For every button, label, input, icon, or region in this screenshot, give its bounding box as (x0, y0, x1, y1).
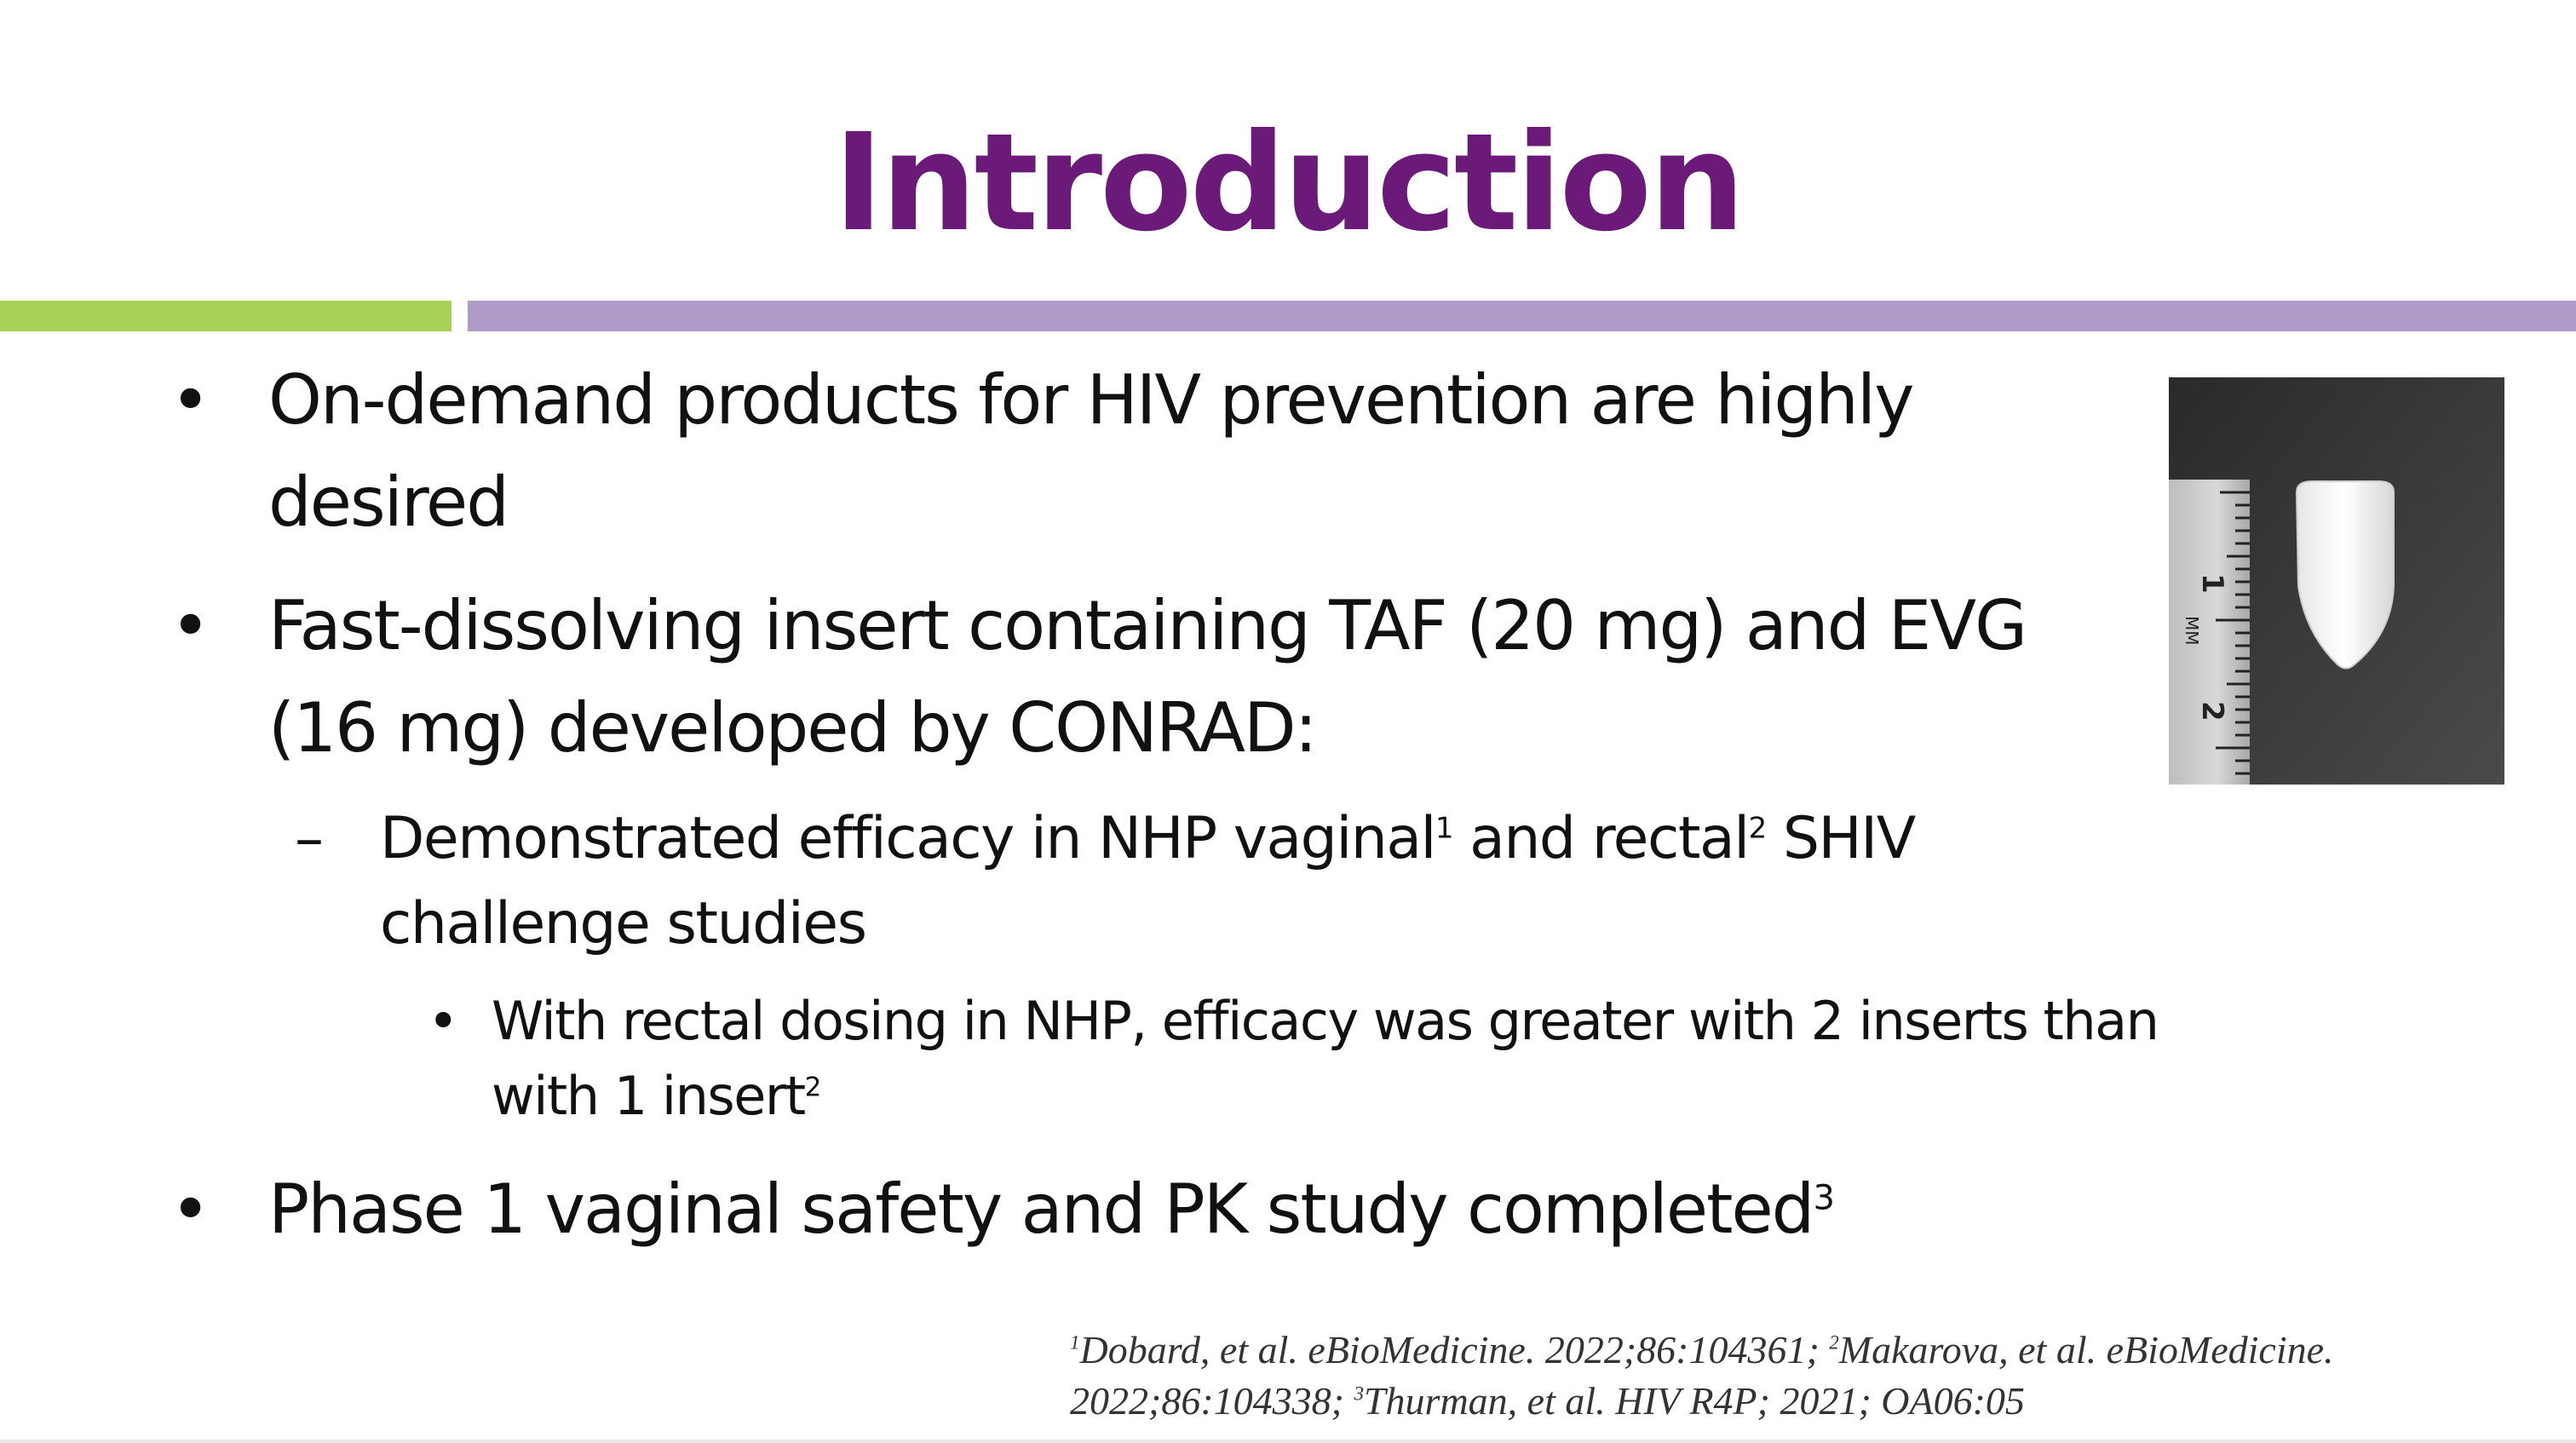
reference-2: Makarova, et al. eBioMedicine. 2022;86:104338; (1070, 1328, 2334, 1423)
dash-marker: – (295, 805, 323, 872)
sub-sub-bullet-item (428, 984, 2212, 1134)
bullet-item (170, 349, 2151, 554)
citation-superscript: 1 (1435, 811, 1453, 846)
bullet-marker: • (170, 360, 210, 440)
bullet-text: On-demand products for HIV prevention are highly desired (268, 360, 1913, 542)
accent-bar-green (0, 301, 451, 331)
ruler-unit: MM (2182, 616, 2202, 646)
references (1070, 1325, 2535, 1427)
insert-photo-graphic (2169, 377, 2504, 785)
citation-superscript: 2 (804, 1072, 820, 1103)
bullet-marker: • (170, 1170, 210, 1249)
reference-1: Dobard, et al. eBioMedicine. 2022;86:104361; (1079, 1328, 1830, 1371)
reference-3: Thurman, et al. HIV R4P; 2021; OA06:05 (1363, 1379, 2025, 1423)
bullet-marker: • (428, 990, 458, 1052)
sub-bullet-item (295, 796, 2143, 967)
citation-superscript: 3 (1813, 1178, 1833, 1218)
ruler-label-1: 1 (2195, 573, 2229, 594)
sub-bullet-text-a: Demonstrated efficacy in NHP vaginal (380, 805, 1435, 872)
insert-photo (2169, 377, 2504, 785)
bullet-text: Fast-dissolving insert containing TAF (20 mg) and EVG (16 mg) developed by CONRAD: (268, 586, 2027, 767)
bullet-item (170, 575, 2151, 779)
bullet-text: Phase 1 vaginal safety and PK study completed (268, 1170, 1814, 1249)
sub-bullet-text-c: SHIV challenge studies (380, 805, 1915, 957)
reference-superscript: 3 (1354, 1383, 1364, 1405)
citation-superscript: 2 (1748, 811, 1766, 846)
bullet-marker: • (170, 586, 210, 665)
sub-bullet-text-b: and rectal (1452, 805, 1749, 872)
accent-bar-purple (468, 301, 2576, 331)
bottom-rule (0, 1440, 2576, 1443)
sub-sub-bullet-text: With rectal dosing in NHP, efficacy was greater with 2 inserts than with 1 insert (492, 990, 2159, 1127)
ruler-label-2: 2 (2195, 701, 2229, 722)
reference-superscript: 1 (1070, 1331, 1080, 1354)
slide-title: Introduction (833, 105, 1743, 262)
reference-superscript: 2 (1829, 1331, 1839, 1354)
bullet-item (170, 1158, 2151, 1261)
